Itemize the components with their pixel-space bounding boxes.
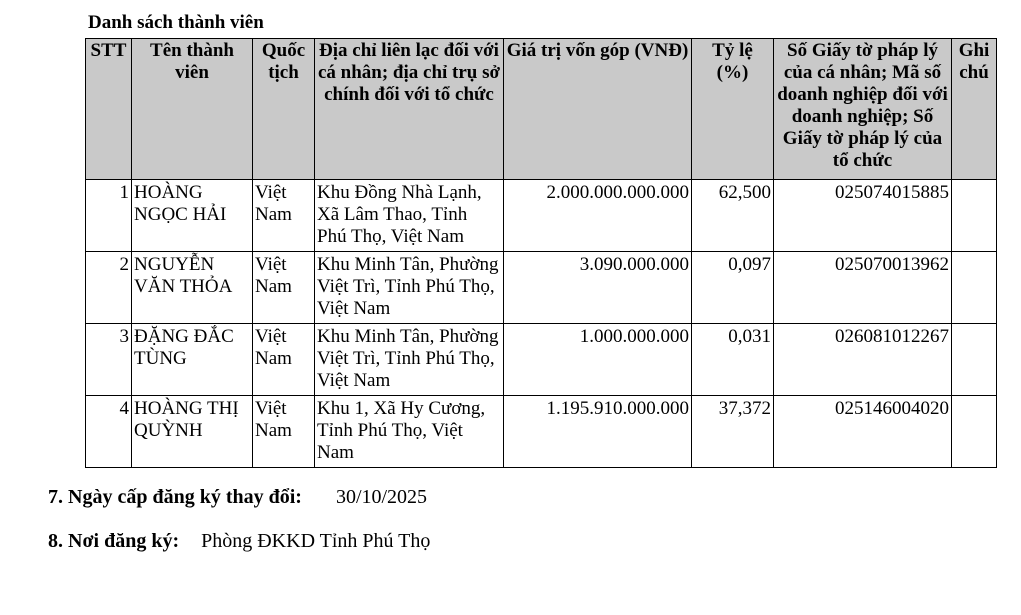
cell-id-number: 025074015885 xyxy=(774,180,952,252)
members-table xyxy=(85,38,997,468)
header-ratio: Tỷ lệ (%) xyxy=(692,39,774,180)
cell-capital: 1.195.910.000.000 xyxy=(504,396,692,468)
registration-office-value: Phòng ĐKKD Tỉnh Phú Thọ xyxy=(201,530,431,552)
table-row xyxy=(86,180,997,252)
cell-address: Khu 1, Xã Hy Cương, Tỉnh Phú Thọ, Việt Nam xyxy=(315,396,504,468)
cell-capital: 3.090.000.000 xyxy=(504,252,692,324)
cell-id-number: 026081012267 xyxy=(774,324,952,396)
cell-ratio: 0,097 xyxy=(692,252,774,324)
table-caption: Danh sách thành viên xyxy=(88,12,264,33)
registration-office-label: 8. Nơi đăng ký: xyxy=(48,530,180,552)
table-row xyxy=(86,396,997,468)
cell-address: Khu Minh Tân, Phường Việt Trì, Tỉnh Phú Thọ, Việt Nam xyxy=(315,324,504,396)
cell-nationality: Việt Nam xyxy=(253,396,315,468)
cell-name: ĐẶNG ĐẮC TÙNG xyxy=(132,324,253,396)
cell-nationality: Việt Nam xyxy=(253,180,315,252)
cell-ratio: 37,372 xyxy=(692,396,774,468)
header-member-name: Tên thành viên xyxy=(132,39,253,180)
cell-stt: 2 xyxy=(86,252,132,324)
cell-name: HOÀNG NGỌC HẢI xyxy=(132,180,253,252)
cell-note xyxy=(952,180,997,252)
registration-change-date-label: 7. Ngày cấp đăng ký thay đổi: xyxy=(48,486,302,508)
table-row xyxy=(86,324,997,396)
table-row xyxy=(86,252,997,324)
cell-capital: 2.000.000.000.000 xyxy=(504,180,692,252)
cell-stt: 4 xyxy=(86,396,132,468)
registration-change-date xyxy=(48,486,427,509)
header-capital: Giá trị vốn góp (VNĐ) xyxy=(504,39,692,180)
cell-id-number: 025070013962 xyxy=(774,252,952,324)
cell-note xyxy=(952,252,997,324)
cell-note xyxy=(952,396,997,468)
cell-nationality: Việt Nam xyxy=(253,324,315,396)
header-id-number: Số Giấy tờ pháp lý của cá nhân; Mã số doanh nghiệp đối với doanh nghiệp; Số Giấy tờ pháp lý của tổ chức xyxy=(774,39,952,180)
cell-stt: 1 xyxy=(86,180,132,252)
cell-ratio: 62,500 xyxy=(692,180,774,252)
registration-change-date-value: 30/10/2025 xyxy=(335,486,428,508)
cell-name: HOÀNG THỊ QUỲNH xyxy=(132,396,253,468)
cell-id-number: 025146004020 xyxy=(774,396,952,468)
header-address: Địa chỉ liên lạc đối với cá nhân; địa chỉ trụ sở chính đối với tổ chức xyxy=(315,39,504,180)
header-note: Ghi chú xyxy=(952,39,997,180)
cell-note xyxy=(952,324,997,396)
cell-address: Khu Đồng Nhà Lạnh, Xã Lâm Thao, Tỉnh Phú Thọ, Việt Nam xyxy=(315,180,504,252)
registration-office xyxy=(48,530,430,553)
cell-address: Khu Minh Tân, Phường Việt Trì, Tỉnh Phú Thọ, Việt Nam xyxy=(315,252,504,324)
table-header-row xyxy=(86,39,997,180)
cell-stt: 3 xyxy=(86,324,132,396)
header-nationality: Quốc tịch xyxy=(253,39,315,180)
cell-name: NGUYỄN VĂN THỎA xyxy=(132,252,253,324)
header-stt: STT xyxy=(86,39,132,180)
cell-nationality: Việt Nam xyxy=(253,252,315,324)
cell-capital: 1.000.000.000 xyxy=(504,324,692,396)
cell-ratio: 0,031 xyxy=(692,324,774,396)
